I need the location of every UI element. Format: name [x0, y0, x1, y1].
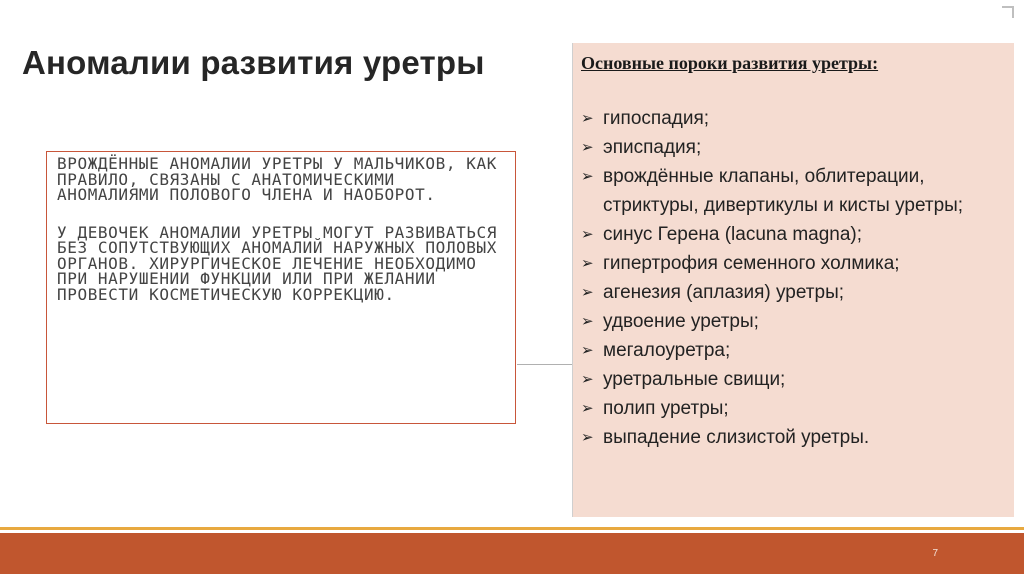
- checkmark-arrow-icon: ➢: [581, 139, 594, 156]
- list-item: [581, 133, 1004, 162]
- checkmark-arrow-icon: ➢: [581, 400, 594, 417]
- list-item-text: врождённые клапаны, облитерации, стриктуры, дивертикулы и кисты уретры;: [603, 166, 964, 216]
- connector-line: [517, 364, 573, 365]
- malformations-list: [581, 104, 1004, 452]
- list-item: [581, 249, 1004, 278]
- checkmark-arrow-icon: ➢: [581, 226, 594, 243]
- checkmark-arrow-icon: ➢: [581, 255, 594, 272]
- list-item: [581, 423, 1004, 452]
- malformations-panel: [572, 43, 1014, 517]
- checkmark-arrow-icon: ➢: [581, 371, 594, 388]
- list-item-text: уретральные свищи;: [603, 369, 786, 390]
- list-item: [581, 162, 1004, 220]
- accent-line: [0, 527, 1024, 530]
- page-number: 7: [932, 548, 938, 559]
- checkmark-arrow-icon: ➢: [581, 313, 594, 330]
- malformations-heading: Основные пороки развития уретры:: [581, 53, 879, 73]
- list-item-text: гипоспадия;: [603, 108, 710, 129]
- checkmark-arrow-icon: ➢: [581, 110, 594, 127]
- checkmark-arrow-icon: ➢: [581, 168, 594, 185]
- list-item: [581, 220, 1004, 249]
- list-item-text: гипертрофия семенного холмика;: [603, 253, 900, 274]
- list-item-text: эписпадия;: [603, 137, 702, 158]
- corner-mark: [1002, 6, 1014, 18]
- list-item: [581, 394, 1004, 423]
- list-item: [581, 307, 1004, 336]
- list-item-text: синус Герена (lacuna magna);: [603, 224, 863, 245]
- checkmark-arrow-icon: ➢: [581, 284, 594, 301]
- description-paragraph-girls: У ДЕВОЧЕК АНОМАЛИИ УРЕТРЫ МОГУТ РАЗВИВАТЬСЯ БЕЗ СОПУТСТВУЮЩИХ АНОМАЛИЙ НАРУЖНЫХ ПОЛОВЫХ ОРГАНОВ. ХИРУРГИЧЕСКОЕ ЛЕЧЕНИЕ НЕОБХОДИМО ПРИ НАРУШЕНИИ ФУНКЦИИ ИЛИ ПРИ ЖЕЛАНИИ ПРОВЕСТИ КОСМЕТИЧЕСКУЮ КОРРЕКЦИЮ.: [57, 222, 498, 304]
- list-item: [581, 365, 1004, 394]
- list-item: [581, 336, 1004, 365]
- page-title: Аномалии развития уретры: [22, 44, 485, 81]
- footer-bar: [0, 533, 1024, 574]
- list-item-text: мегалоуретра;: [603, 340, 731, 361]
- checkmark-arrow-icon: ➢: [581, 342, 594, 359]
- list-item: [581, 104, 1004, 133]
- list-item-text: полип уретры;: [603, 398, 729, 419]
- checkmark-arrow-icon: ➢: [581, 429, 594, 446]
- description-box: [46, 151, 516, 424]
- list-item: [581, 278, 1004, 307]
- list-item-text: выпадение слизистой уретры.: [603, 427, 870, 448]
- description-paragraph-boys: ВРОЖДЁННЫЕ АНОМАЛИИ УРЕТРЫ У МАЛЬЧИКОВ, КАК ПРАВИЛО, СВЯЗАНЫ С АНАТОМИЧЕСКИМИ АНОМАЛИЯМИ ПОЛОВОГО ЧЛЕНА И НАОБОРОТ.: [57, 154, 498, 204]
- list-item-text: агенезия (аплазия) уретры;: [603, 282, 845, 303]
- list-item-text: удвоение уретры;: [603, 311, 759, 332]
